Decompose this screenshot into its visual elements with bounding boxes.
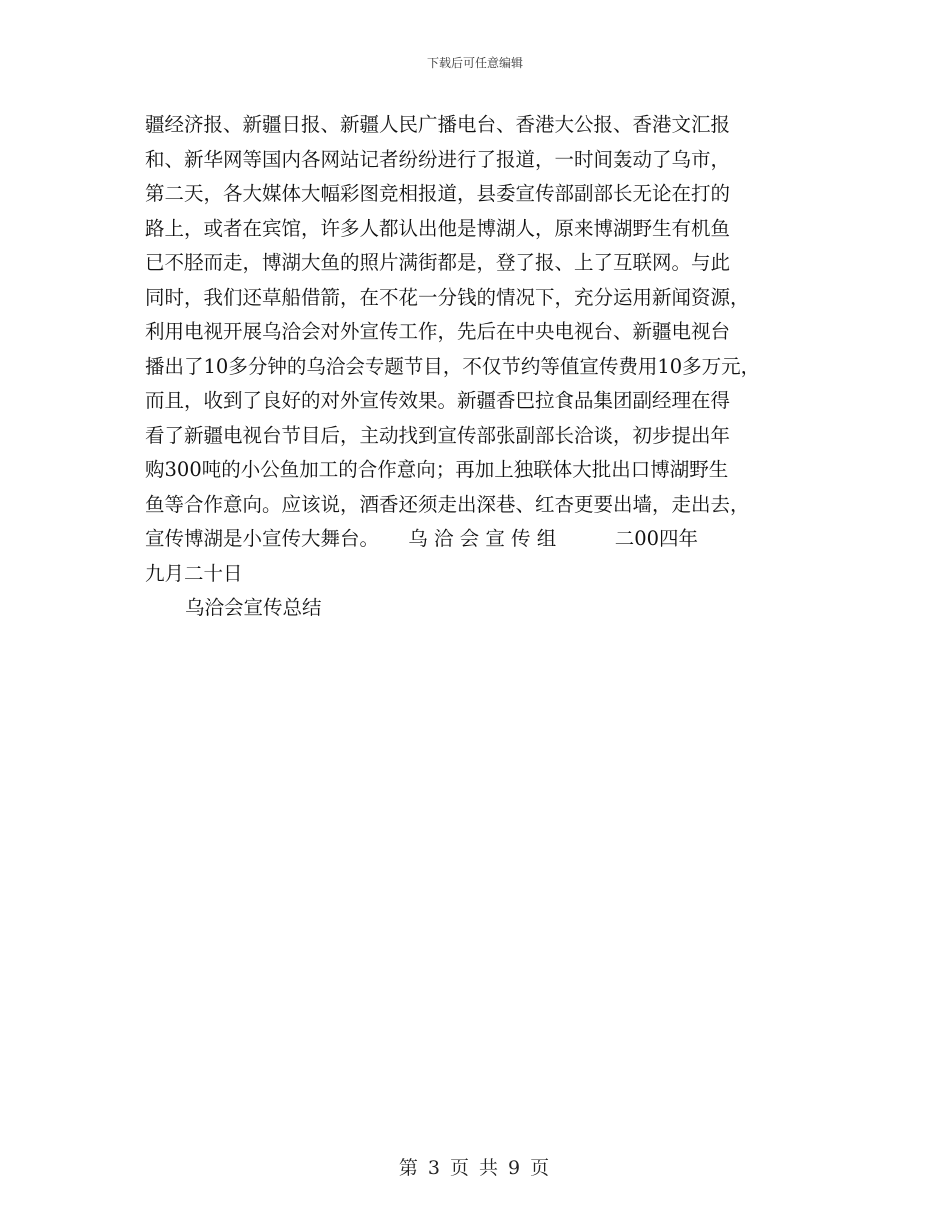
body-line: 播出了10多分钟的乌洽会专题节目，不仅节约等值宣传费用10多万元， xyxy=(145,354,761,378)
section-title: 乌洽会宣传总结 xyxy=(185,596,322,619)
body-line: 路上，或者在宾馆，许多人都认出他是博湖人，原来博湖野生有机鱼 xyxy=(145,216,731,240)
body-line: 利用电视开展乌洽会对外宣传工作，先后在中央电视台、新疆电视台 xyxy=(145,320,731,343)
body-line: 看了新疆电视台节目后，主动找到宣传部张副部长洽谈，初步提出年 xyxy=(145,423,731,447)
body-line: 鱼等合作意向。应该说，酒香还须走出深巷、红杏更要出墙，走出去， xyxy=(145,492,750,516)
body-line: 购300吨的小公鱼加工的合作意向；再加上独联体大批出口博湖野生 xyxy=(145,458,729,481)
body-line: 第二天，各大媒体大幅彩图竞相报道，县委宣传部副部长无论在打的 xyxy=(145,182,731,205)
page-header-note: 下载后可任意编辑 xyxy=(426,56,523,70)
body-line: 已不胫而走，博湖大鱼的照片满街都是，登了报、上了互联网。与此 xyxy=(145,251,731,274)
page-number: 第 3 页 共 9 页 xyxy=(398,1157,552,1179)
body-line: 宣传博湖是小宣传大舞台。 乌 洽 会 宣 传 组 二00四年 xyxy=(145,527,699,550)
body-line: 而且，收到了良好的对外宣传效果。新疆香巴拉食品集团副经理在得 xyxy=(145,389,731,412)
body-line: 疆经济报、新疆日报、新疆人民广播电台、香港大公报、香港文汇报 xyxy=(145,113,731,136)
body-line: 同时，我们还草船借箭，在不花一分钱的情况下，充分运用新闻资源， xyxy=(145,285,750,309)
body-line: 和、新华网等国内各网站记者纷纷进行了报道，一时间轰动了乌市， xyxy=(145,147,731,171)
document-body xyxy=(145,108,815,626)
body-line: 九月二十日 xyxy=(145,561,243,585)
